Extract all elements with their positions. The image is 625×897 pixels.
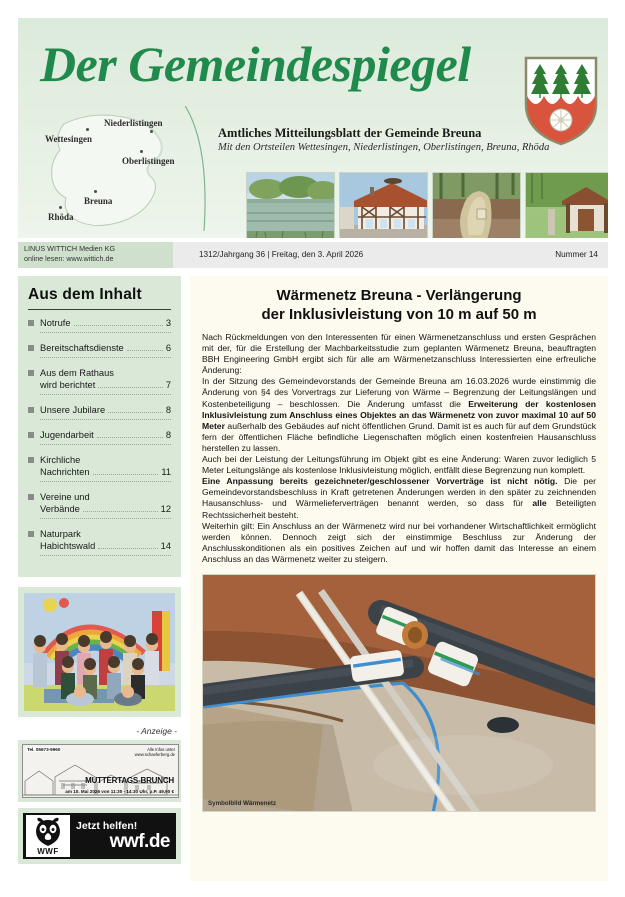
- toc-leader-dots: [83, 503, 158, 512]
- wwf-wordmark: WWF: [37, 847, 59, 856]
- article-text: außerhalb des Gebäudes auf nicht öffentlichen Grund. Damit ist es auch für auf dem Grundstück fern der öffentlichen Fläche befindliche Liegenschaften möglich einen kostenfreien Hausanschluss herstellen zu lassen.: [202, 420, 596, 453]
- publisher-info: [18, 242, 173, 268]
- toc-item-3[interactable]: [28, 404, 171, 420]
- toc-entry-line: [40, 503, 171, 515]
- toc-bullet-icon: [28, 494, 34, 500]
- toc-entry-line: [40, 317, 171, 329]
- toc-leader-dots: [98, 379, 163, 388]
- toc-item-label: Nachrichten: [40, 467, 90, 477]
- kindergarten-photo-box: [18, 587, 181, 717]
- advertisement-label: - Anzeige -: [136, 726, 177, 736]
- toc-title: Aus dem Inhalt: [28, 286, 171, 310]
- toc-separator: [40, 555, 171, 556]
- toc-item-page: 3: [165, 318, 171, 328]
- article-text: Auch bei der Leistung der Leitungsführung im Objekt gibt es eine Änderung: Waren zuvor lediglich 5 Meter Leitungslänge als kostenlose Inklusivleistung möglich, entfällt diese Begrenzung nun komplett.: [202, 454, 596, 476]
- toc-entry: [40, 367, 171, 395]
- toc-entry-line: [40, 379, 171, 391]
- toc-item-label: Vereine und: [40, 492, 90, 502]
- toc-bullet-icon: [28, 370, 34, 376]
- toc-entry: [40, 342, 171, 358]
- article-emphasis: alle: [532, 498, 547, 509]
- photo-caption: Symbolbild Wärmenetz: [208, 799, 277, 807]
- toc-item-label: Unsere Jubilare: [40, 405, 106, 415]
- article-text: In der Sitzung des Gemeindevorstands der Gemeinde Breuna am 16.03.2026 wurde einstimmig die Änderung von §4 des Vorvertrags zur Lieferung von Wärme – Begrenzung der Leitungslängen und Kostenbeteiligung – beschlossen. Die Änderung umfasst die: [202, 376, 596, 409]
- toc-entry-line: [40, 342, 171, 354]
- ad-wwf[interactable]: [18, 808, 181, 864]
- article-paragraph-4: [202, 521, 596, 565]
- toc-item-label: Bereitschaftsdienste: [40, 343, 124, 353]
- article-emphasis: Erweiterung der kostenlosen Inklusivleistung zum Anschluss eines Objektes an das Wärmenetz von zuvor maximal 10 auf 50 Meter: [202, 398, 596, 431]
- toc-item-label: Kirchliche: [40, 455, 81, 465]
- article-emphasis: Eine Anpassung bereits gezeichneter/geschlossener Vorverträge ist nicht nötig.: [202, 476, 558, 487]
- issue-bar: [173, 242, 608, 268]
- toc-item-5[interactable]: [28, 454, 171, 482]
- toc-separator: [40, 357, 171, 358]
- toc-entry-line: [40, 404, 171, 416]
- toc-entry: [40, 429, 171, 445]
- masthead-districts: Mit den Ortsteilen Wettesingen, Niederlistingen, Oberlistingen, Breuna, Rhöda: [218, 142, 550, 153]
- toc-separator: [40, 444, 171, 445]
- toc-separator: [40, 481, 171, 482]
- photo-pond: [246, 172, 335, 238]
- toc-item-page: 12: [160, 504, 171, 514]
- main-article: [190, 276, 608, 881]
- ad-schaeferberg[interactable]: [18, 740, 181, 802]
- map-dot-breuna: [94, 190, 97, 193]
- toc-item-label: Notrufe: [40, 318, 71, 328]
- toc-bullet-icon: [28, 345, 34, 351]
- headline-line-1: Wärmenetz Breuna - Verlängerung: [276, 287, 522, 304]
- newspaper-title: Der Gemeindespiegel: [40, 36, 471, 92]
- toc-leader-dots: [127, 342, 163, 351]
- publisher-name: LINUS WITTICH Medien KG: [24, 244, 116, 253]
- toc-entry-line: [40, 466, 171, 478]
- toc-leader-dots: [97, 429, 163, 438]
- toc-item-label: wird berichtet: [40, 380, 96, 390]
- toc-item-page: 7: [165, 380, 171, 390]
- article-paragraph-2: [202, 454, 596, 476]
- toc-item-label: Habichtswald: [40, 541, 96, 551]
- toc-leader-dots: [108, 404, 163, 413]
- map-label-oberlistingen: Oberlistingen: [122, 156, 175, 166]
- article-text: Die per Gemeindevorstandsbeschluss in Kraft getretenen Änderungen werden in den später zu zeichnenden Hausanschluss- und Wärmelieferverträgen benannt werden, so dass für: [202, 476, 597, 509]
- wwf-slogan: Jetzt helfen!: [76, 820, 138, 832]
- article-paragraph-3: [202, 476, 596, 520]
- ad-phone: Tel. 05673-9960: [27, 747, 61, 752]
- toc-list: [28, 317, 171, 556]
- masthead: [18, 18, 608, 238]
- toc-item-0[interactable]: [28, 317, 171, 333]
- toc-item-4[interactable]: [28, 429, 171, 445]
- toc-leader-dots: [74, 317, 163, 326]
- breuna-coat-of-arms-icon: [518, 52, 604, 148]
- toc-item-page: 6: [165, 343, 171, 353]
- ad-details: am 10. Mai 2026 von 11:30 - 14:30 Uhr, p.P. 49,90 €: [65, 789, 174, 794]
- map-dot-rhoeda: [59, 206, 62, 209]
- map-dot-niederlistingen: [150, 130, 153, 133]
- toc-entry-line: [40, 491, 171, 503]
- table-of-contents: [18, 276, 181, 577]
- toc-entry: [40, 404, 171, 420]
- publisher-bar: [18, 242, 608, 268]
- toc-bullet-icon: [28, 457, 34, 463]
- toc-item-label: Jugendarbeit: [40, 430, 94, 440]
- map-label-breuna: Breuna: [84, 196, 113, 206]
- toc-item-label: Naturpark: [40, 529, 81, 539]
- toc-entry-line: [40, 454, 171, 466]
- toc-bullet-icon: [28, 407, 34, 413]
- toc-entry-line: [40, 528, 171, 540]
- toc-item-label: Verbände: [40, 504, 80, 514]
- toc-separator: [40, 419, 171, 420]
- ad-website[interactable]: Alle Infos unter www.schaeferberg.de: [134, 747, 175, 757]
- wwf-panda-icon: [26, 815, 70, 857]
- toc-item-label: Aus dem Rathaus: [40, 368, 114, 378]
- issue-number: Nummer 14: [555, 250, 598, 259]
- map-dot-oberlistingen: [140, 150, 143, 153]
- toc-item-6[interactable]: [28, 491, 171, 519]
- left-column: [18, 276, 181, 864]
- toc-item-7[interactable]: [28, 528, 171, 556]
- map-dot-wettesingen: [86, 128, 89, 131]
- photo-timber-house: [339, 172, 428, 238]
- municipality-map: [32, 106, 217, 231]
- ad-headline: MUTTERTAGS-BRUNCH: [85, 776, 174, 785]
- toc-separator: [40, 518, 171, 519]
- toc-leader-dots: [93, 466, 159, 475]
- article-photo: [202, 574, 596, 812]
- toc-bullet-icon: [28, 432, 34, 438]
- toc-bullet-icon: [28, 320, 34, 326]
- map-label-niederlistingen: Niederlistingen: [104, 118, 163, 128]
- toc-entry: [40, 491, 171, 519]
- map-label-rhoeda: Rhöda: [48, 212, 74, 222]
- headline-line-2: der Inklusivleistung von 10 m auf 50 m: [261, 306, 537, 323]
- toc-entry: [40, 454, 171, 482]
- toc-bullet-icon: [28, 531, 34, 537]
- toc-entry: [40, 528, 171, 556]
- toc-item-page: 8: [165, 430, 171, 440]
- toc-item-page: 11: [161, 467, 171, 477]
- toc-item-page: 14: [160, 541, 171, 551]
- toc-entry: [40, 317, 171, 333]
- photo-wooden-shelter: [525, 172, 608, 238]
- toc-item-2[interactable]: [28, 367, 171, 395]
- article-headline: [202, 286, 596, 324]
- article-paragraph-1: [202, 376, 596, 454]
- toc-entry-line: [40, 540, 171, 552]
- toc-leader-dots: [98, 540, 157, 549]
- photo-stone-monument: [432, 172, 521, 238]
- masthead-photo-strip: [246, 172, 608, 238]
- toc-item-page: 8: [165, 405, 171, 415]
- article-text: Weiterhin gilt: Ein Anschluss an der Wärmenetz wird nur bei vorhandener Wirtschaftlichkeit ermöglicht werden können. Dennoch zeigt sich der einstimmige Beschluss zur Änderung der Anschlusskonditionen als ein positives Zeichen auf und wir hoffen damit das Interesse an einem Anschluss an das Wärmenetz weiter zu steigern.: [202, 520, 596, 564]
- toc-separator: [40, 332, 171, 333]
- wwf-url[interactable]: wwf.de: [109, 831, 170, 852]
- publisher-online-link[interactable]: online lesen: www.wittich.de: [24, 253, 114, 263]
- toc-entry-line: [40, 367, 171, 379]
- toc-item-1[interactable]: [28, 342, 171, 358]
- article-body: [202, 332, 596, 565]
- issue-info: 1312/Jahrgang 36 | Freitag, den 3. April 2026: [199, 250, 364, 259]
- article-paragraph-0: [202, 332, 596, 376]
- toc-entry-line: [40, 429, 171, 441]
- map-label-wettesingen: Wettesingen: [45, 134, 92, 144]
- masthead-subtitle: Amtliches Mitteilungsblatt der Gemeinde Breuna: [218, 126, 482, 140]
- toc-separator: [40, 394, 171, 395]
- article-text: Beteiligten Rechtssicherheit besteht.: [202, 498, 596, 520]
- article-text: Nach Rückmeldungen von den Interessenten für einen Wärmenetzanschluss und ersten Gesprächen mit der, für die Erstellung der Machbarkeitsstudie zum geplanten Wärmenetz Breuna, beauftragten BBH Engineering GmbH ergibt sich für alle am Wärmenetzanschluss Interessierten eine erfreuliche Änderung:: [202, 332, 596, 376]
- kindergarten-group-photo: [24, 593, 175, 711]
